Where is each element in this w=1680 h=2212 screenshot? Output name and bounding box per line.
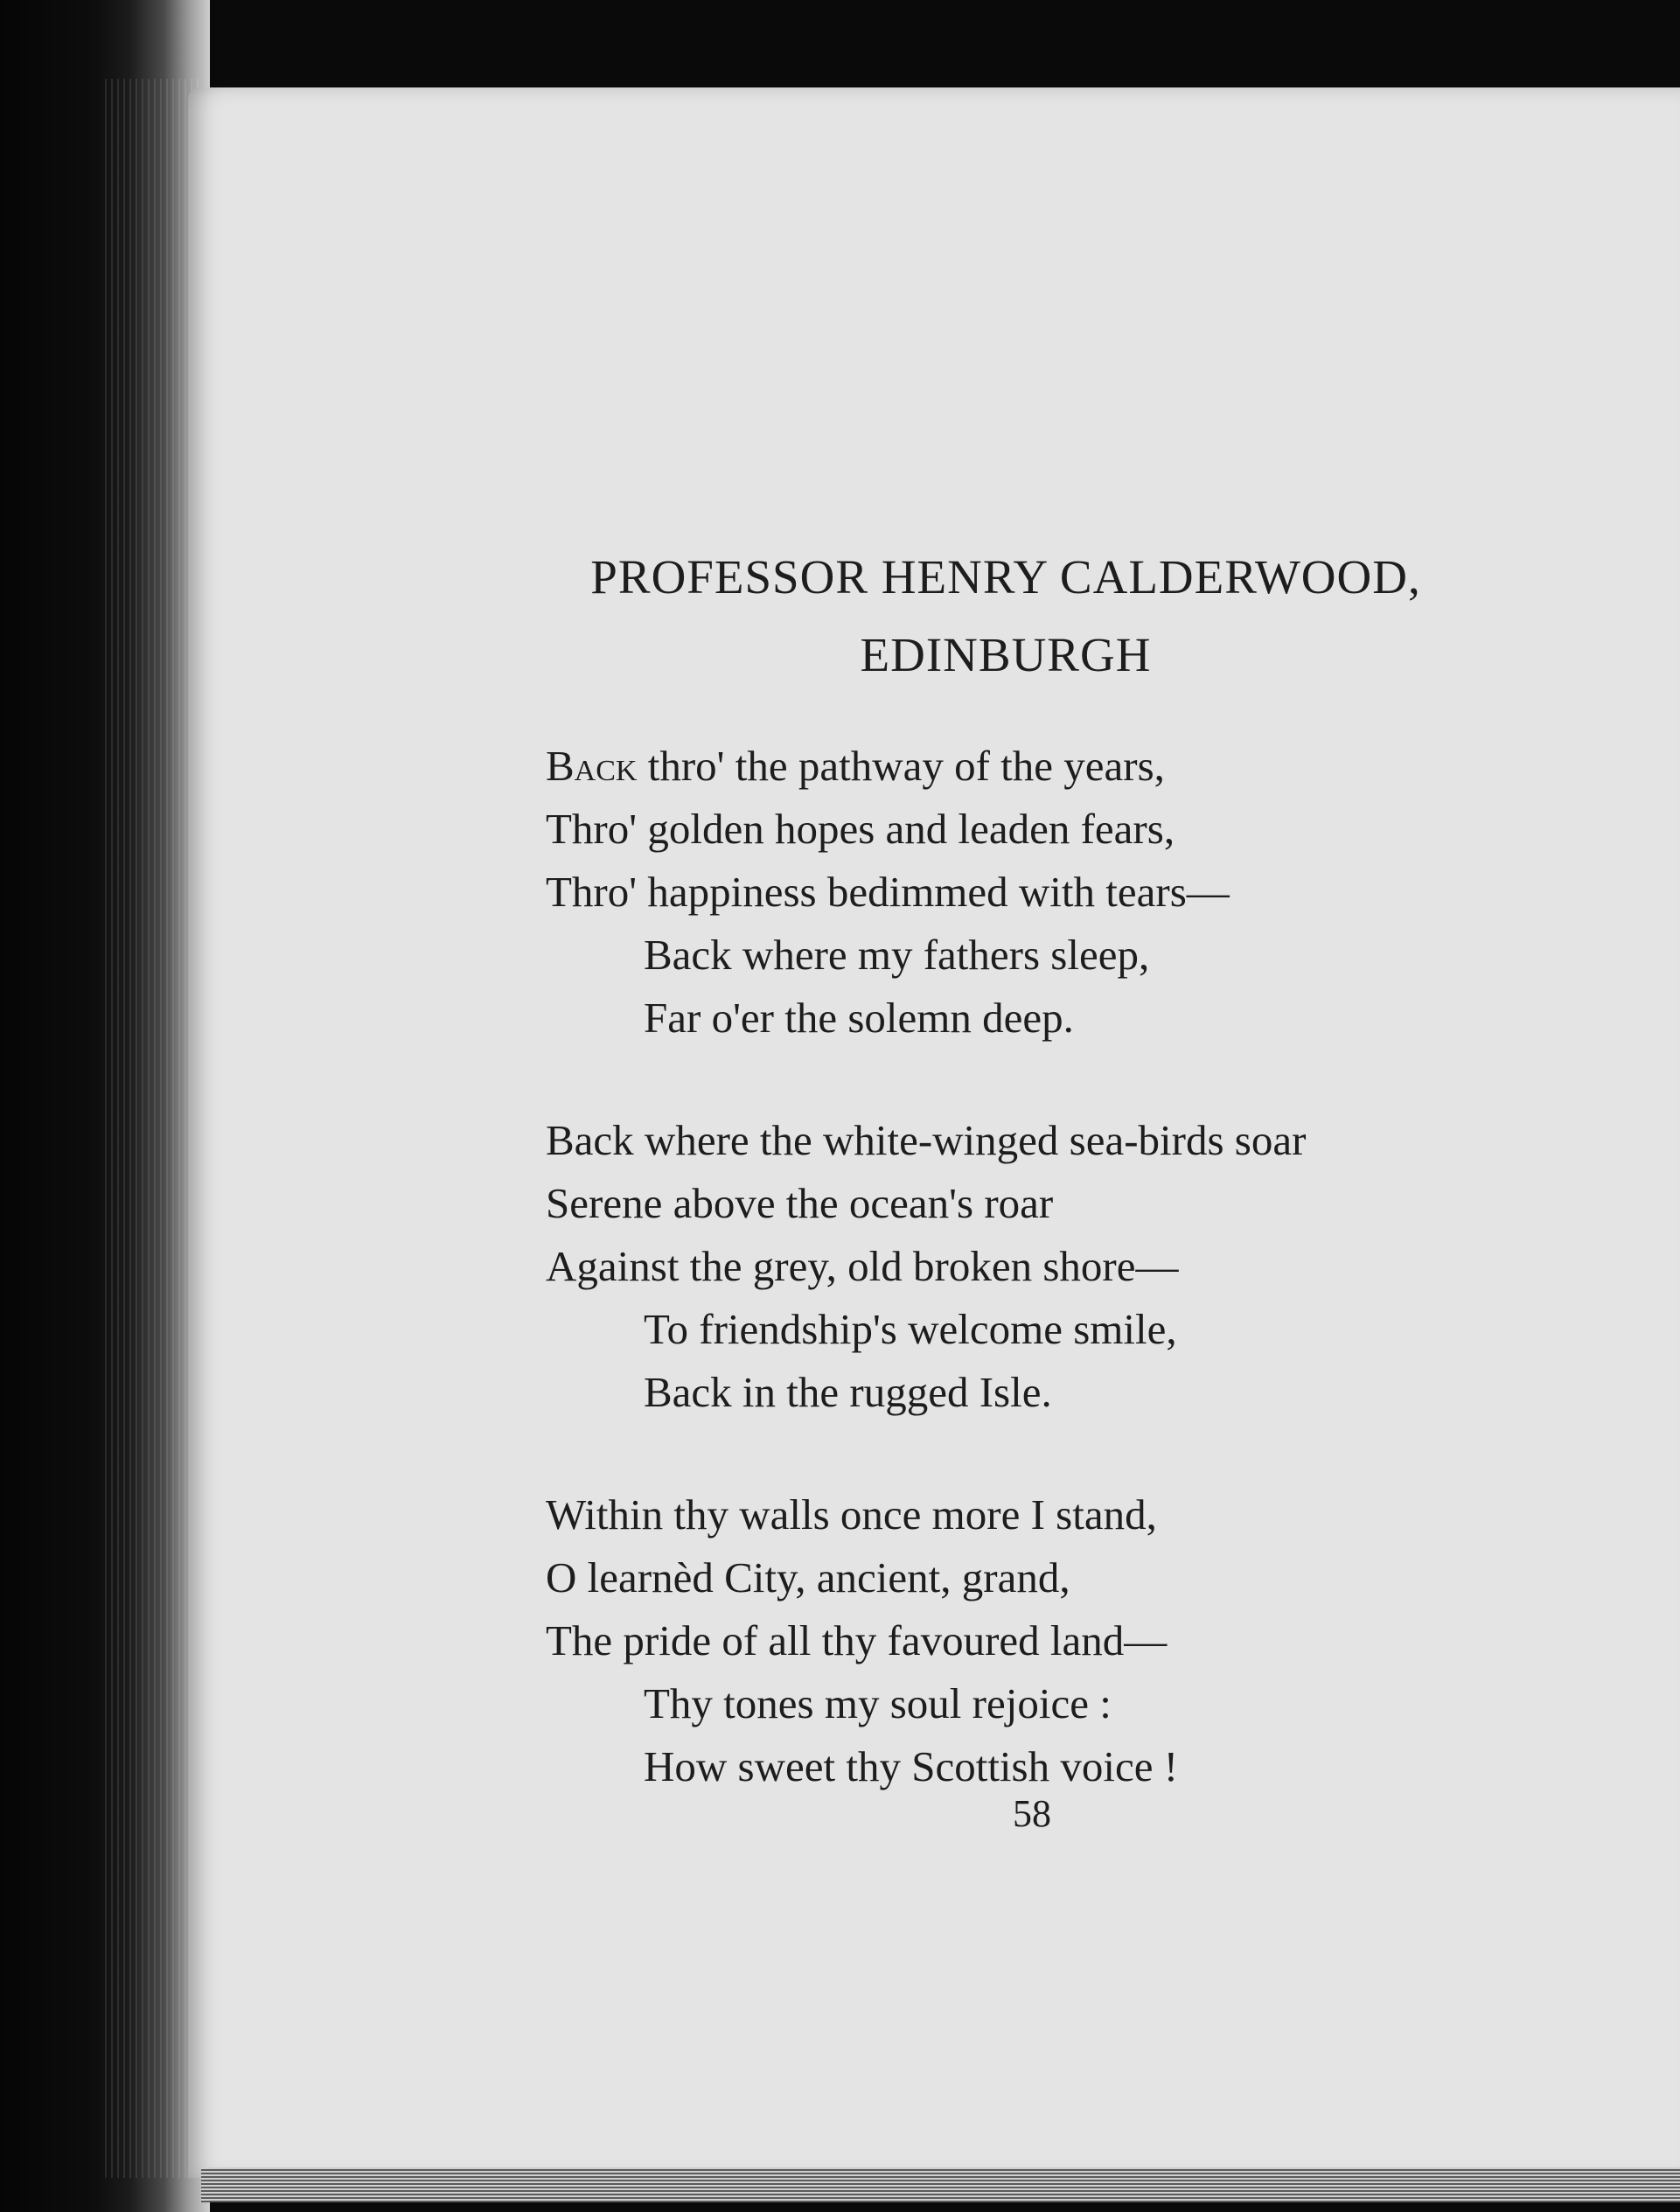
stanza-2 bbox=[546, 1109, 1508, 1424]
poem-line: Back in the rugged Isle. bbox=[644, 1368, 1052, 1416]
poem-line: Back where the white-winged sea-birds soar bbox=[546, 1116, 1307, 1164]
poem-title-line-1: PROFESSOR HENRY CALDERWOOD, bbox=[590, 550, 1421, 604]
poem-line: To friendship's welcome smile, bbox=[644, 1305, 1177, 1353]
poem-line: Within thy walls once more I stand, bbox=[546, 1490, 1157, 1539]
poem-line bbox=[546, 735, 1508, 798]
poem-line: Thro' happiness bedimmed with tears— bbox=[546, 868, 1230, 916]
poem-line: Against the grey, old broken shore— bbox=[546, 1242, 1179, 1290]
poem-line: Thro' golden hopes and leaden fears, bbox=[546, 805, 1175, 853]
page-bottom-edge bbox=[201, 2167, 1680, 2202]
poem-line: Thy tones my soul rejoice : bbox=[644, 1679, 1112, 1727]
poem-title bbox=[542, 550, 1469, 681]
poem-line: Far o'er the solemn deep. bbox=[644, 994, 1074, 1042]
poem-body bbox=[546, 735, 1508, 1858]
page-number: 58 bbox=[1013, 1792, 1051, 1835]
poem-line: How sweet thy Scottish voice ! bbox=[644, 1742, 1179, 1790]
poem-line: Back where my fathers sleep, bbox=[644, 931, 1150, 979]
first-word: Back bbox=[546, 742, 638, 790]
page-edges bbox=[105, 79, 201, 2178]
poem-line: Serene above the ocean's roar bbox=[546, 1179, 1054, 1227]
book-spine bbox=[0, 0, 210, 2212]
stanza-3 bbox=[546, 1483, 1508, 1798]
poem-line: O learnèd City, ancient, grand, bbox=[546, 1553, 1070, 1601]
poem-line-text: thro' the pathway of the years, bbox=[637, 742, 1165, 790]
stanza-1 bbox=[546, 735, 1508, 1050]
poem-line: The pride of all thy favoured land— bbox=[546, 1616, 1168, 1664]
poem-title-line-2: EDINBURGH bbox=[860, 628, 1152, 681]
